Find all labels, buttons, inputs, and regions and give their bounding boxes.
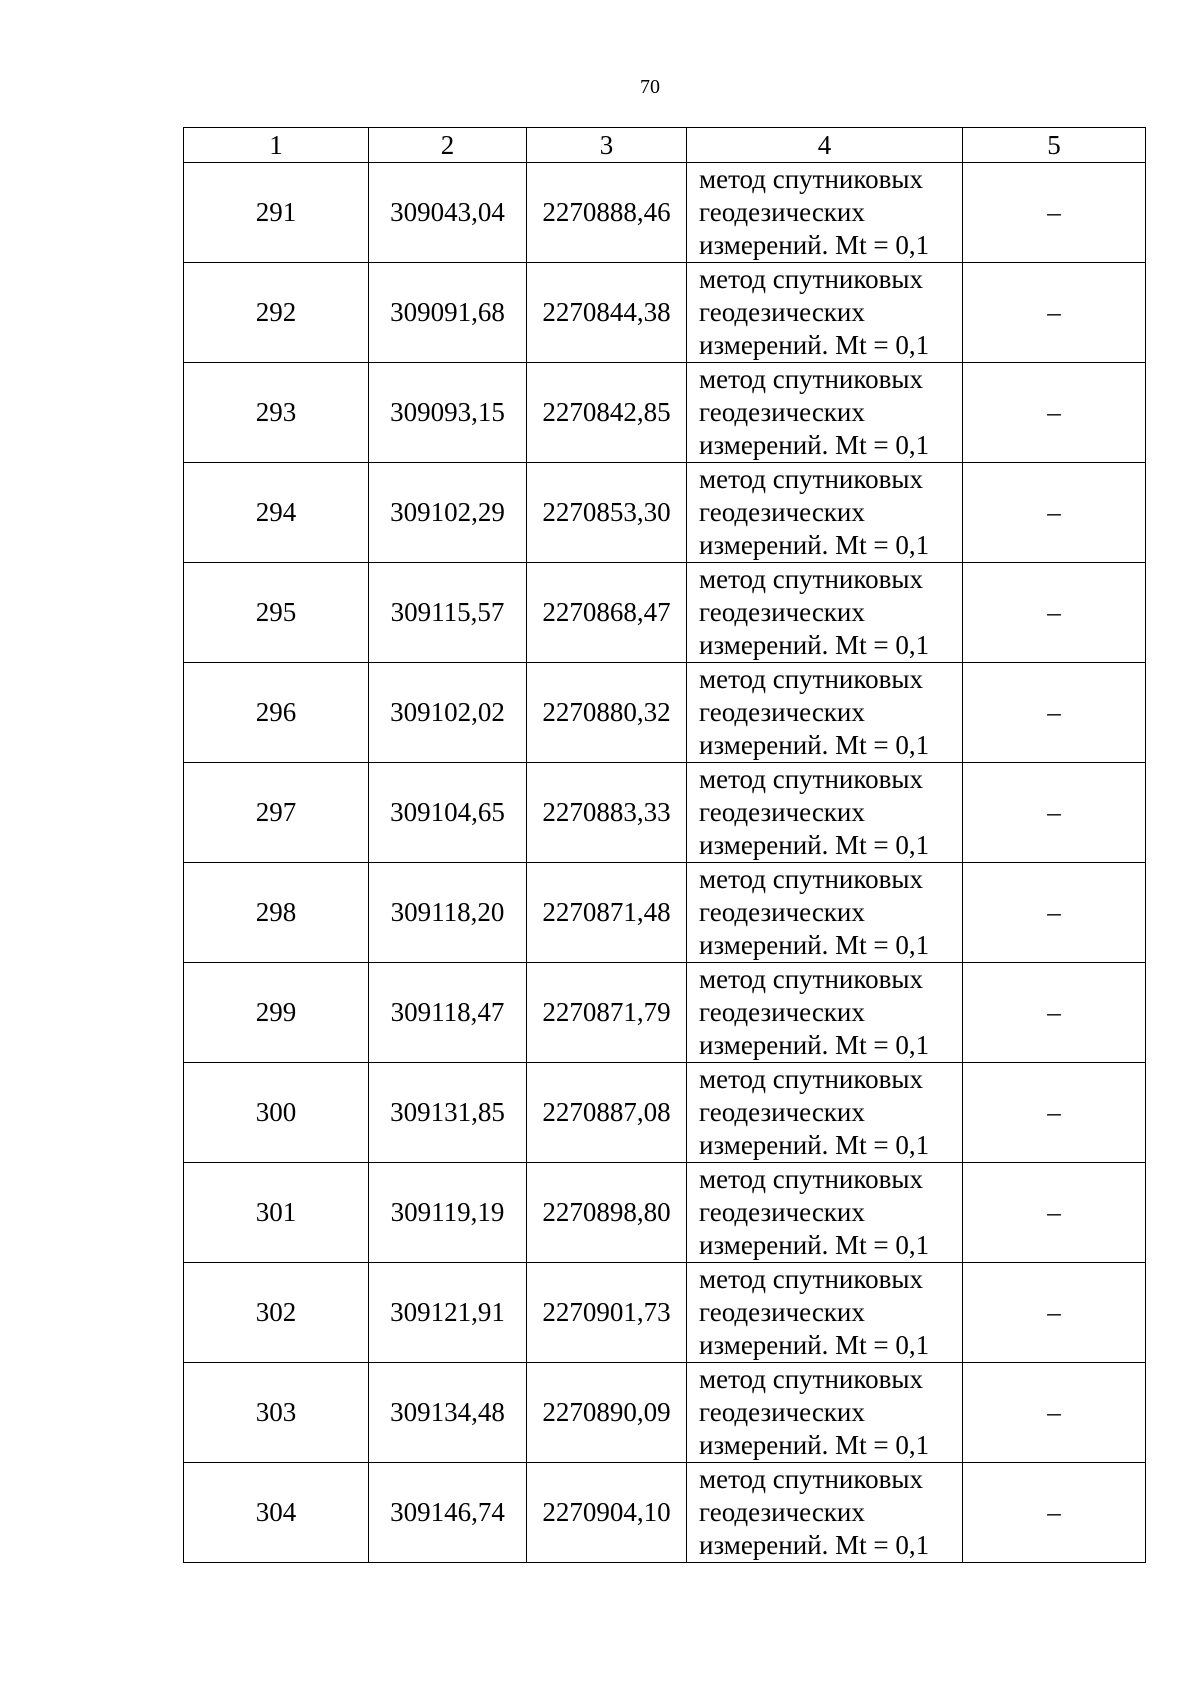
table-body xyxy=(184,163,1146,1563)
method-line: геодезических xyxy=(699,1197,865,1227)
point-number-cell: 300 xyxy=(184,1063,369,1163)
point-number-cell: 299 xyxy=(184,963,369,1063)
method-line: метод спутниковых xyxy=(699,664,923,694)
x-coordinate-cell: 309119,19 xyxy=(369,1163,527,1263)
method-line: метод спутниковых xyxy=(699,964,923,994)
method-line: метод спутниковых xyxy=(699,364,923,394)
y-coordinate-cell: 2270844,38 xyxy=(527,263,687,363)
method-line: измерений. Mt = 0,1 xyxy=(699,330,930,360)
point-number-cell: 298 xyxy=(184,863,369,963)
note-cell: – xyxy=(963,163,1146,263)
note-cell: – xyxy=(963,1363,1146,1463)
x-coordinate-cell: 309043,04 xyxy=(369,163,527,263)
method-line: геодезических xyxy=(699,1097,865,1127)
point-number-cell: 293 xyxy=(184,363,369,463)
point-number-cell: 294 xyxy=(184,463,369,563)
method-line: геодезических xyxy=(699,797,865,827)
method-line: измерений. Mt = 0,1 xyxy=(699,1130,930,1160)
method-line: метод спутниковых xyxy=(699,464,923,494)
note-cell: – xyxy=(963,1163,1146,1263)
table-header-row xyxy=(184,128,1146,163)
x-coordinate-cell: 309091,68 xyxy=(369,263,527,363)
point-number-cell: 302 xyxy=(184,1263,369,1363)
method-line: измерений. Mt = 0,1 xyxy=(699,730,930,760)
method-cell xyxy=(687,763,963,863)
x-coordinate-cell: 309134,48 xyxy=(369,1363,527,1463)
y-coordinate-cell: 2270901,73 xyxy=(527,1263,687,1363)
note-cell: – xyxy=(963,663,1146,763)
point-number-cell: 297 xyxy=(184,763,369,863)
column-header-5: 5 xyxy=(963,128,1146,163)
column-header-3: 3 xyxy=(527,128,687,163)
method-line: метод спутниковых xyxy=(699,1464,923,1494)
note-cell: – xyxy=(963,1063,1146,1163)
method-cell xyxy=(687,863,963,963)
x-coordinate-cell: 309115,57 xyxy=(369,563,527,663)
method-line: метод спутниковых xyxy=(699,1264,923,1294)
method-line: измерений. Mt = 0,1 xyxy=(699,430,930,460)
method-cell xyxy=(687,1163,963,1263)
method-line: измерений. Mt = 0,1 xyxy=(699,830,930,860)
method-line: метод спутниковых xyxy=(699,1164,923,1194)
method-cell xyxy=(687,663,963,763)
x-coordinate-cell: 309146,74 xyxy=(369,1463,527,1563)
method-line: измерений. Mt = 0,1 xyxy=(699,230,930,260)
y-coordinate-cell: 2270904,10 xyxy=(527,1463,687,1563)
table-row xyxy=(184,763,1146,863)
table-row xyxy=(184,263,1146,363)
y-coordinate-cell: 2270898,80 xyxy=(527,1163,687,1263)
method-line: измерений. Mt = 0,1 xyxy=(699,530,930,560)
table-row xyxy=(184,1363,1146,1463)
method-cell xyxy=(687,1363,963,1463)
method-line: метод спутниковых xyxy=(699,264,923,294)
point-number-cell: 295 xyxy=(184,563,369,663)
method-line: геодезических xyxy=(699,897,865,927)
method-line: геодезических xyxy=(699,1497,865,1527)
method-line: измерений. Mt = 0,1 xyxy=(699,1230,930,1260)
point-number-cell: 304 xyxy=(184,1463,369,1563)
point-number-cell: 301 xyxy=(184,1163,369,1263)
note-cell: – xyxy=(963,763,1146,863)
method-line: измерений. Mt = 0,1 xyxy=(699,1030,930,1060)
x-coordinate-cell: 309102,02 xyxy=(369,663,527,763)
method-cell xyxy=(687,1063,963,1163)
x-coordinate-cell: 309121,91 xyxy=(369,1263,527,1363)
method-cell xyxy=(687,963,963,1063)
note-cell: – xyxy=(963,1263,1146,1363)
method-line: измерений. Mt = 0,1 xyxy=(699,1530,930,1560)
method-cell xyxy=(687,363,963,463)
y-coordinate-cell: 2270853,30 xyxy=(527,463,687,563)
column-header-4: 4 xyxy=(687,128,963,163)
method-line: геодезических xyxy=(699,297,865,327)
method-cell xyxy=(687,163,963,263)
x-coordinate-cell: 309118,20 xyxy=(369,863,527,963)
method-line: геодезических xyxy=(699,497,865,527)
method-cell xyxy=(687,1463,963,1563)
y-coordinate-cell: 2270880,32 xyxy=(527,663,687,763)
x-coordinate-cell: 309104,65 xyxy=(369,763,527,863)
y-coordinate-cell: 2270887,08 xyxy=(527,1063,687,1163)
note-cell: – xyxy=(963,363,1146,463)
method-cell xyxy=(687,1263,963,1363)
method-line: измерений. Mt = 0,1 xyxy=(699,1330,930,1360)
method-line: измерений. Mt = 0,1 xyxy=(699,930,930,960)
table-row xyxy=(184,363,1146,463)
method-cell xyxy=(687,263,963,363)
method-line: метод спутниковых xyxy=(699,164,923,194)
table-row xyxy=(184,1163,1146,1263)
method-line: геодезических xyxy=(699,397,865,427)
point-number-cell: 291 xyxy=(184,163,369,263)
method-line: метод спутниковых xyxy=(699,564,923,594)
point-number-cell: 303 xyxy=(184,1363,369,1463)
table-row xyxy=(184,863,1146,963)
y-coordinate-cell: 2270871,79 xyxy=(527,963,687,1063)
x-coordinate-cell: 309118,47 xyxy=(369,963,527,1063)
page-number: 70 xyxy=(640,76,660,98)
note-cell: – xyxy=(963,863,1146,963)
method-line: геодезических xyxy=(699,197,865,227)
x-coordinate-cell: 309102,29 xyxy=(369,463,527,563)
note-cell: – xyxy=(963,263,1146,363)
note-cell: – xyxy=(963,563,1146,663)
coordinates-table xyxy=(183,127,1146,1563)
method-cell xyxy=(687,563,963,663)
table-row xyxy=(184,1063,1146,1163)
method-line: измерений. Mt = 0,1 xyxy=(699,1430,930,1460)
table-row xyxy=(184,663,1146,763)
method-line: метод спутниковых xyxy=(699,1064,923,1094)
note-cell: – xyxy=(963,463,1146,563)
method-line: геодезических xyxy=(699,597,865,627)
note-cell: – xyxy=(963,963,1146,1063)
method-line: геодезических xyxy=(699,1397,865,1427)
y-coordinate-cell: 2270842,85 xyxy=(527,363,687,463)
column-header-2: 2 xyxy=(369,128,527,163)
method-cell xyxy=(687,463,963,563)
point-number-cell: 292 xyxy=(184,263,369,363)
y-coordinate-cell: 2270890,09 xyxy=(527,1363,687,1463)
y-coordinate-cell: 2270888,46 xyxy=(527,163,687,263)
table-row xyxy=(184,563,1146,663)
column-header-1: 1 xyxy=(184,128,369,163)
table-row xyxy=(184,1463,1146,1563)
y-coordinate-cell: 2270868,47 xyxy=(527,563,687,663)
method-line: метод спутниковых xyxy=(699,1364,923,1394)
method-line: метод спутниковых xyxy=(699,764,923,794)
method-line: измерений. Mt = 0,1 xyxy=(699,630,930,660)
x-coordinate-cell: 309093,15 xyxy=(369,363,527,463)
x-coordinate-cell: 309131,85 xyxy=(369,1063,527,1163)
method-line: метод спутниковых xyxy=(699,864,923,894)
point-number-cell: 296 xyxy=(184,663,369,763)
note-cell: – xyxy=(963,1463,1146,1563)
method-line: геодезических xyxy=(699,697,865,727)
method-line: геодезических xyxy=(699,997,865,1027)
method-line: геодезических xyxy=(699,1297,865,1327)
table-row xyxy=(184,1263,1146,1363)
table-row xyxy=(184,463,1146,563)
table-row xyxy=(184,963,1146,1063)
table-row xyxy=(184,163,1146,263)
y-coordinate-cell: 2270871,48 xyxy=(527,863,687,963)
y-coordinate-cell: 2270883,33 xyxy=(527,763,687,863)
